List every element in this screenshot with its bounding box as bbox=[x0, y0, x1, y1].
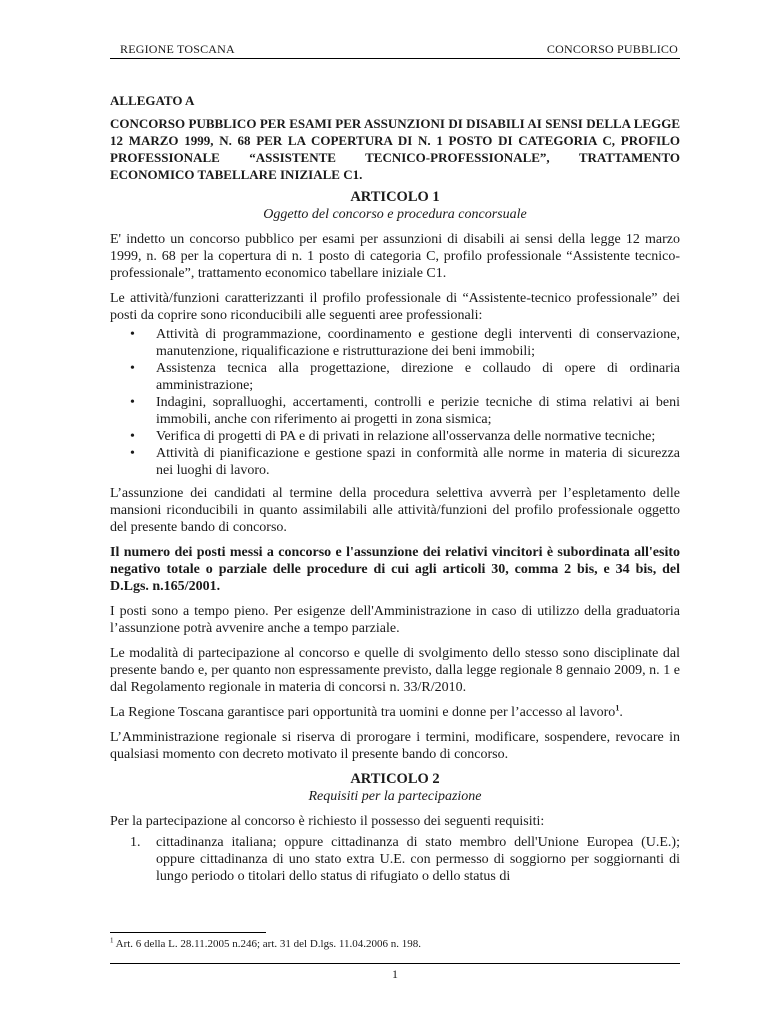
allegato-label: ALLEGATO A bbox=[110, 93, 195, 108]
article-1-heading: ARTICOLO 1 bbox=[350, 189, 440, 205]
article-1-paragraph-2: Le attività/funzioni caratterizzanti il profilo professionale di “Assistente-tecnico professionale” dei posti da coprire sono riconducibili alle seguenti aree professionali: bbox=[110, 291, 680, 323]
article-2-heading: ARTICOLO 2 bbox=[350, 771, 440, 787]
article-2-intro: Per la partecipazione al concorso è richiesto il possesso dei seguenti requisiti: bbox=[110, 814, 545, 829]
bullet-icon: • bbox=[130, 395, 135, 410]
document-body bbox=[110, 92, 680, 885]
page-header bbox=[120, 42, 678, 57]
page-number: 1 bbox=[392, 967, 398, 981]
footnote-separator bbox=[110, 932, 266, 933]
list-item: 1. cittadinanza italiana; oppure cittadinanza di stato membro dell'Unione Europea (U.E.); oppure cittadinanza di uno stato extra U.E. con permesso di soggiorno per soggiornanti di lungo periodo o titolari dello status di rifugiato o dello status di bbox=[130, 835, 680, 884]
requirements-list bbox=[110, 834, 680, 885]
document-title: CONCORSO PUBBLICO PER ESAMI PER ASSUNZIONI DI DISABILI AI SENSI DELLA LEGGE 12 MARZO 1999, N. 68 PER LA COPERTURA DI N. 1 POSTO DI CATEGORIA C, PROFILO PROFESSIONALE “ASSISTENTE TECNICO-PROFESSIONALE”, TRATTAMENTO ECONOMICO TABELLARE INIZIALE C1. bbox=[110, 116, 680, 182]
list-item: • Assistenza tecnica alla progettazione, direzione e collaudo di opere di ordinaria amministrazione; bbox=[130, 361, 680, 393]
article-1-paragraph-5: I posti sono a tempo pieno. Per esigenze dell'Amministrazione in caso di utilizzo della graduatoria l’assunzione potrà avvenire anche a tempo parziale. bbox=[110, 604, 680, 636]
article-1-paragraph-4-bold: Il numero dei posti messi a concorso e l'assunzione dei relativi vincitori è subordinata all'esito negativo totale o parziale delle procedure di cui agli articoli 30, comma 2 bis, e 34 bis, del D.Lgs. n.165/2001. bbox=[110, 545, 680, 594]
article-1-paragraph-6: Le modalità di partecipazione al concorso e quelle di svolgimento dello stesso sono disciplinate dal presente bando e, per quanto non espressamente previsto, dalla legge regionale 8 gennaio 2009, n. 1 e dal Regolamento regionale in materia di concorsi n. 33/R/2010. bbox=[110, 646, 680, 695]
header-rule bbox=[110, 58, 680, 59]
article-1-paragraph-1: E' indetto un concorso pubblico per esami per assunzioni di disabili ai sensi della legge 12 marzo 1999, n. 68 per la copertura di n. 1 posto di categoria C, profilo professionale “Assistente tecnico-professionale”, trattamento economico tabellare iniziale C1. bbox=[110, 232, 680, 281]
article-1-subtitle: Oggetto del concorso e procedura concorsuale bbox=[263, 207, 527, 222]
bullet-icon: • bbox=[130, 361, 135, 376]
header-left: REGIONE TOSCANA bbox=[120, 42, 235, 56]
list-item: • Indagini, sopralluoghi, accertamenti, controlli e perizie tecniche di stima relativi ai beni immobili, anche con riferimento ai progetti in zona sismica; bbox=[130, 395, 680, 427]
list-item: • Attività di pianificazione e gestione spazi in conformità alle norme in materia di sicurezza nei luoghi di lavoro. bbox=[130, 446, 680, 478]
article-1-paragraph-8: L’Amministrazione regionale si riserva di prorogare i termini, modificare, sospendere, revocare in qualsiasi momento con decreto motivato il presente bando di concorso. bbox=[110, 730, 680, 762]
footnote: $^1$ Art. 6 della L. 28.11.2005 n.246; art. 31 del D.lgs. 11.04.2006 n. 198. bbox=[110, 936, 421, 950]
bullet-icon: • bbox=[130, 429, 135, 444]
footnote-reference[interactable]: 1 bbox=[615, 703, 620, 713]
article-1-paragraph-7: La Regione Toscana garantisce pari opportunità tra uomini e donne per l’accesso al lavoro$^1$. bbox=[110, 703, 623, 720]
professional-areas-list bbox=[110, 326, 680, 479]
list-item: • Verifica di progetti di PA e di privati in relazione all'osservanza delle normative tecniche; bbox=[130, 429, 656, 444]
bullet-icon: • bbox=[130, 446, 135, 461]
article-2-subtitle: Requisiti per la partecipazione bbox=[308, 789, 482, 804]
article-1-paragraph-3: L’assunzione dei candidati al termine della procedura selettiva avverrà per l’espletamento delle mansioni riconducibili in quanto assimilabili alle attività/funzioni del profilo professionale oggetto del presente bando di concorso. bbox=[110, 486, 680, 535]
bullet-icon: • bbox=[130, 327, 135, 342]
header-right: CONCORSO PUBBLICO bbox=[546, 42, 678, 56]
list-item: • Attività di programmazione, coordinamento e gestione degli interventi di conservazione, manutenzione, riqualificazione e ristrutturazione dei beni immobili; bbox=[130, 327, 680, 359]
footer-rule bbox=[110, 963, 680, 964]
